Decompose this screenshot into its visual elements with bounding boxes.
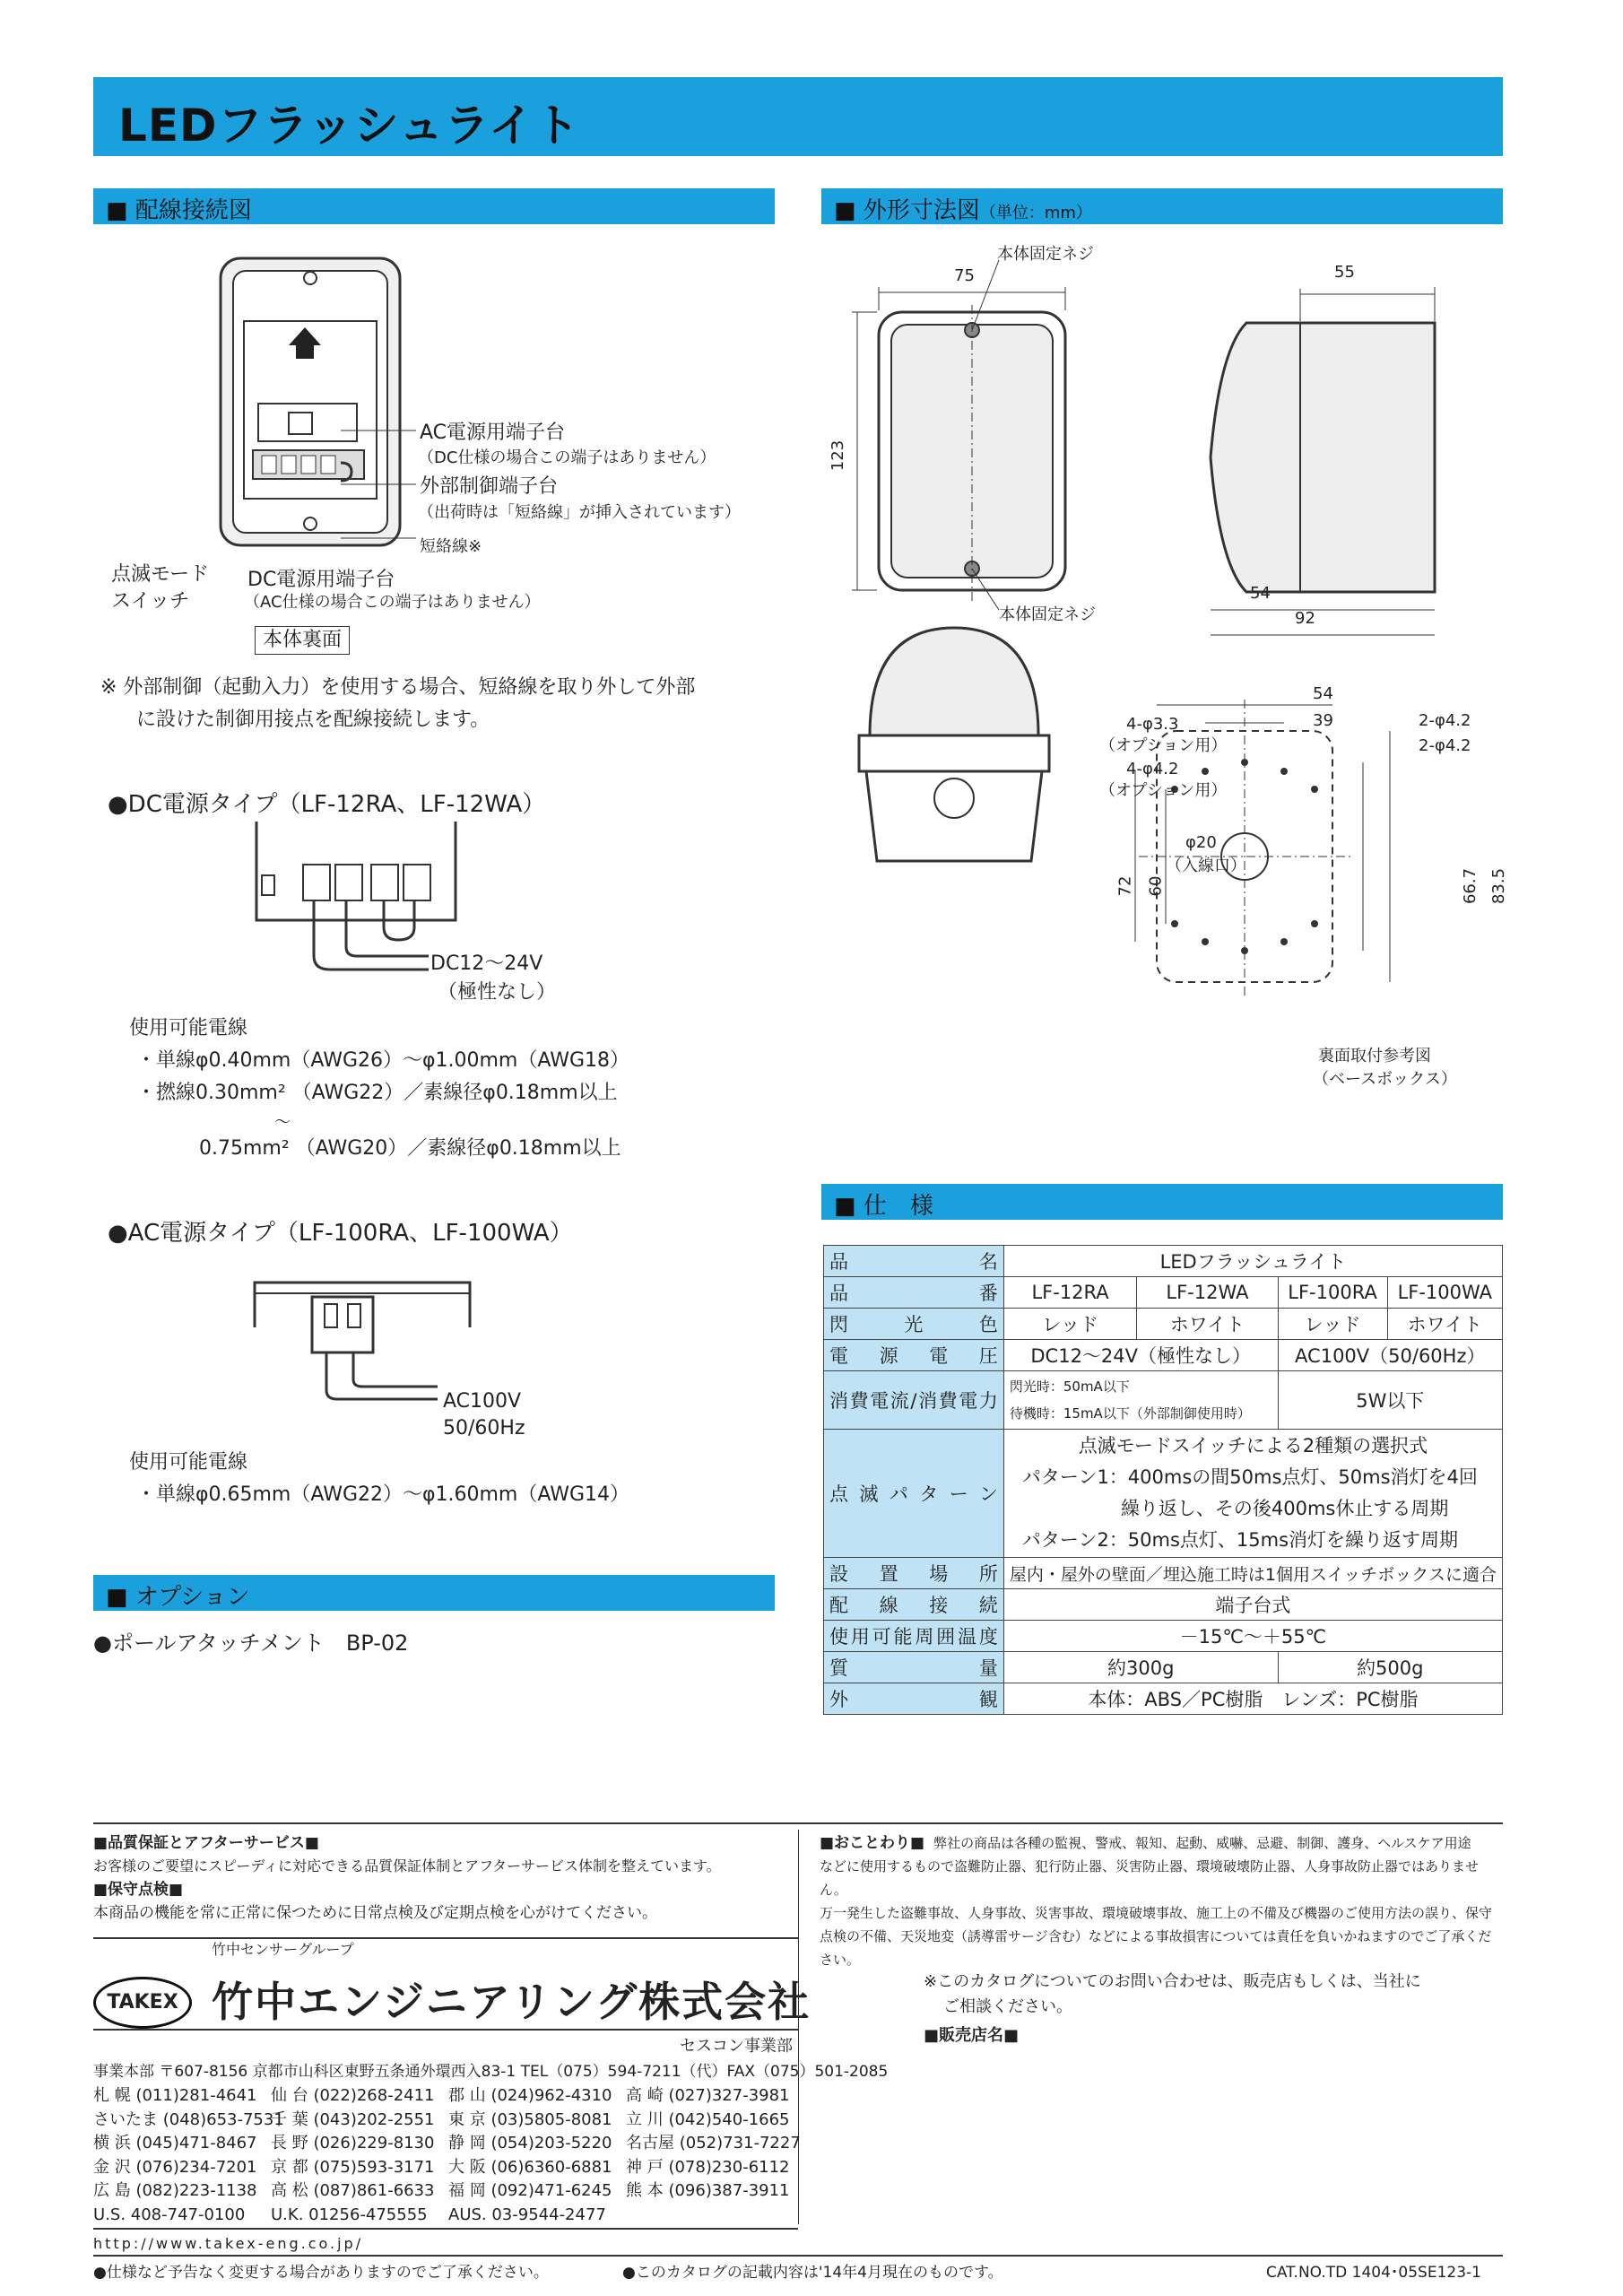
table-row: [824, 1277, 1503, 1309]
office-entry: 静 岡 (054)203-5220: [448, 2134, 612, 2152]
office-entry: U.S. 408-747-0100: [93, 2205, 246, 2224]
quality-title: ■品質保証とアフターサービス■: [93, 1834, 319, 1852]
table-row: [824, 1621, 1503, 1652]
footer-divider: [93, 1822, 1503, 1824]
wiring-note-1: ※ 外部制御（起動入力）を使用する場合、短絡線を取り外して外部: [100, 676, 696, 699]
wiring-note-2: に設けた制御用接点を配線接続します。: [136, 709, 490, 731]
spec-value-name: LEDフラッシュライト: [1003, 1246, 1502, 1277]
quality-text: お客様のご要望にスピーディに対応できる品質保証体制とアフターサービス体制を整えています。: [93, 1857, 721, 1874]
hole-42b-label: 2-φ4.2: [1419, 711, 1471, 730]
dc-polarity: （極性なし）: [438, 981, 557, 1004]
office-entry: AUS. 03-9544-2477: [448, 2205, 606, 2224]
spec-model-2: LF-12WA: [1137, 1277, 1278, 1309]
spec-value-look: 本体：ABS／PC樹脂 レンズ：PC樹脂: [1003, 1683, 1502, 1715]
table-row: [824, 1246, 1503, 1277]
section-option-title: ■ オプション: [106, 1578, 250, 1612]
office-row: [93, 2109, 801, 2133]
office-entry: 郡 山 (024)962-4310: [448, 2086, 612, 2105]
dim-55: 55: [1334, 263, 1355, 282]
notice-line-3: 万一発生した盗難事故、人身事故、災害事故、環境破壊事故、施工上の不備及び機器のご使用方法の誤り、保守: [820, 1905, 1493, 1921]
spec-mass-dc: 約300g: [1003, 1652, 1278, 1683]
office-entry: 千 葉 (043)202-2551: [271, 2109, 435, 2129]
ac-freq: 50/60Hz: [443, 1417, 525, 1439]
spec-value-temp: －15℃～＋55℃: [1003, 1621, 1502, 1652]
table-row: [824, 1340, 1503, 1371]
notice-line-1: 弊社の商品は各種の監視、警戒、報知、起動、威嚇、忌避、制御、護身、ヘルスケア用途: [933, 1835, 1471, 1851]
bottom-note-1: ●仕様など予告なく変更する場合がありますのでご了承ください。: [93, 2264, 549, 2282]
ac-wire-1: ・単線φ0.65mm（AWG22）～φ1.60mm（AWG14）: [136, 1483, 630, 1506]
spec-label-pattern: 点滅パターン: [824, 1430, 1004, 1558]
table-row: [824, 1558, 1503, 1589]
spec-voltage-ac: AC100V（50/60Hz）: [1278, 1340, 1502, 1371]
hole-42-label: 4-φ4.2: [1126, 760, 1179, 778]
spec-model-4: LF-100WA: [1387, 1277, 1502, 1309]
spec-pattern-3: 繰り返し、その後400ms休止する周期: [1120, 1498, 1449, 1519]
spec-label-voltage: 電源電圧: [824, 1340, 1004, 1371]
office-entry: 神 戸 (078)230-6112: [626, 2157, 790, 2177]
spec-pattern-2: パターン1：400msの間50ms点灯、50ms消灯を4回: [1021, 1466, 1478, 1488]
option-item: ●ポールアタッチメント BP-02: [93, 1631, 409, 1656]
blink-switch-label-1: 点滅モード: [111, 563, 210, 586]
office-row: [93, 2179, 801, 2204]
dim-54-base: 54: [1313, 684, 1333, 703]
blink-switch-label-2: スイッチ: [111, 590, 190, 613]
office-row: [93, 2132, 801, 2156]
spec-label-wiring: 配線接続: [824, 1589, 1004, 1621]
spec-label-color: 閃光色: [824, 1309, 1004, 1340]
company-url[interactable]: http://www.takex-eng.co.jp/: [93, 2235, 364, 2252]
office-list: [93, 2084, 801, 2227]
ac-wire-title: 使用可能電線: [129, 1451, 248, 1474]
spec-current-dc-2: 待機時：15mA以下（外部制御使用時）: [1009, 1405, 1251, 1422]
office-entry: 東 京 (03)5805-8081: [448, 2109, 612, 2129]
company-underline: [93, 2029, 798, 2031]
notice-block: [820, 1831, 1503, 1971]
spec-pattern-1: 点滅モードスイッチによる2種類の選択式: [1078, 1435, 1428, 1457]
hole-42-note: （オプション用）: [1099, 781, 1228, 800]
short-wire-label: 短絡線※: [420, 537, 482, 556]
spec-model-3: LF-100RA: [1278, 1277, 1387, 1309]
notice-line-2: などに使用するもので盗難防止器、犯行防止器、災害防止器、環境破壊防止器、人身事故防止器ではありません。: [820, 1858, 1480, 1898]
office-entry: 広 島 (082)223-1138: [93, 2181, 257, 2200]
office-row: [93, 2204, 801, 2228]
spec-voltage-dc: DC12～24V（極性なし）: [1003, 1340, 1278, 1371]
spec-color-3: レッド: [1278, 1309, 1387, 1340]
section-spec: [821, 1184, 1503, 1220]
notice-title: ■おことわり■: [820, 1834, 925, 1852]
spec-value-place: 屋内・屋外の壁面／埋込施工時は1個用スイッチボックスに適合: [1003, 1558, 1502, 1589]
dim-54-side: 54: [1250, 584, 1271, 603]
spec-model-1: LF-12RA: [1003, 1277, 1136, 1309]
spec-color-4: ホワイト: [1387, 1309, 1502, 1340]
dim-83-5: 83.5: [1489, 867, 1509, 905]
office-entry: 福 岡 (092)471-6245: [448, 2181, 612, 2200]
back-label: 本体裏面: [255, 626, 350, 655]
base-ref-label-2: （ベースボックス）: [1313, 1070, 1457, 1089]
dc-wire-2: ・撚線0.30mm² （AWG22）／素線径φ0.18mm以上: [136, 1082, 618, 1104]
office-entry: 立 川 (042)540-1665: [626, 2109, 790, 2129]
screw-top-label: 本体固定ネジ: [997, 245, 1094, 264]
office-entry: 長 野 (026)229-8130: [271, 2134, 435, 2152]
table-row: [824, 1371, 1503, 1430]
office-entry: 金 沢 (076)234-7201: [93, 2157, 257, 2177]
section-wiring-title: ■ 配線接続図: [106, 192, 252, 225]
spec-mass-ac: 約500g: [1278, 1652, 1502, 1683]
dimension-drawings: [816, 233, 1506, 1130]
office-entry: 仙 台 (022)268-2411: [271, 2086, 435, 2105]
inquiry-line-2: ご相談ください。: [943, 1997, 1072, 2016]
base-ref-label-1: 裏面取付参考図: [1318, 1047, 1431, 1065]
office-row: [93, 2156, 801, 2180]
spec-label-look: 外観: [824, 1683, 1004, 1715]
table-row: [824, 1309, 1503, 1340]
office-entry: 高 松 (087)861-6633: [271, 2181, 435, 2200]
dc-terminal-label: DC電源用端子台: [247, 569, 395, 591]
office-entry: さいたま (048)653-7531: [93, 2109, 284, 2129]
dc-wire-title: 使用可能電線: [129, 1017, 248, 1039]
dc-wire-1: ・単線φ0.40mm（AWG26）～φ1.00mm（AWG18）: [136, 1049, 630, 1072]
inquiry-line-1: ※このカタログについてのお問い合わせは、販売店もしくは、当社に: [924, 1972, 1421, 1991]
maint-text: 本商品の機能を常に正常に保つために日常点検及び定期点検を心がけてください。: [93, 1904, 657, 1922]
spec-label-place: 設置場所: [824, 1558, 1004, 1589]
spec-value-wiring: 端子台式: [1003, 1589, 1502, 1621]
dc-type-heading: ●DC電源タイプ（LF-12RA、LF-12WA）: [108, 791, 546, 818]
office-entry: 熊 本 (096)387-3911: [626, 2181, 790, 2200]
office-entry: 横 浜 (045)471-8467: [93, 2134, 257, 2152]
company-divider: [93, 1937, 798, 1939]
section-wiring: [93, 188, 775, 224]
office-entry: 大 阪 (06)6360-6881: [448, 2157, 612, 2177]
dim-92: 92: [1295, 609, 1315, 628]
division-name: セスコン事業部: [680, 2037, 793, 2056]
ext-terminal-note: （出荷時は「短絡線」が挿入されています）: [418, 503, 741, 522]
bottom-divider: [93, 2255, 1503, 2257]
hole-33-label: 4-φ3.3: [1126, 715, 1179, 734]
ac-terminal-note: （DC仕様の場合この端子はありません）: [418, 448, 716, 467]
dim-60: 60: [1146, 875, 1166, 897]
ac-voltage: AC100V: [443, 1390, 522, 1413]
office-entry: 京 都 (075)593-3171: [271, 2157, 435, 2177]
spec-pattern: [1003, 1430, 1502, 1558]
spec-label-model: 品番: [824, 1277, 1004, 1309]
hole-33-note: （オプション用）: [1099, 736, 1228, 755]
spec-label-mass: 質量: [824, 1652, 1004, 1683]
spec-label-name: 品名: [824, 1246, 1004, 1277]
table-row: [824, 1589, 1503, 1621]
dim-75: 75: [954, 266, 975, 285]
spec-table: [823, 1245, 1503, 1715]
dim-66-7: 66.7: [1461, 867, 1480, 905]
spec-pattern-4: パターン2：50ms点灯、15ms消灯を繰り返す周期: [1021, 1529, 1459, 1551]
spec-current-ac: 5W以下: [1278, 1371, 1502, 1430]
table-row: [824, 1430, 1503, 1558]
spec-label-current: 消費電流/消費電力: [824, 1371, 1004, 1430]
hole-42c-label: 2-φ4.2: [1419, 736, 1471, 755]
company-name: 竹中エンジニアリング株式会社: [212, 1978, 812, 2026]
quality-block: [93, 1831, 793, 1925]
office-entry: 高 崎 (027)327-3981: [626, 2086, 790, 2105]
spec-color-2: ホワイト: [1137, 1309, 1278, 1340]
ac-terminal-label: AC電源用端子台: [420, 422, 566, 444]
screw-bottom-label: 本体固定ネジ: [999, 605, 1096, 624]
spec-color-1: レッド: [1003, 1309, 1136, 1340]
table-row: [824, 1652, 1503, 1683]
dc-wire-3: 0.75mm² （AWG20）／素線径φ0.18mm以上: [199, 1137, 621, 1160]
section-spec-title: ■ 仕 様: [834, 1187, 933, 1221]
dc-voltage: DC12～24V: [430, 952, 543, 975]
office-entry: 札 幌 (011)281-4641: [93, 2086, 257, 2105]
dc-terminal-note: （AC仕様の場合この端子はありません）: [244, 593, 541, 612]
ac-type-heading: ●AC電源タイプ（LF-100RA、LF-100WA）: [108, 1220, 573, 1247]
inlet-label: （入線口）: [1166, 857, 1246, 875]
url-divider: [93, 2228, 798, 2230]
page-title: LEDフラッシュライト: [118, 100, 581, 152]
office-row: [93, 2084, 801, 2109]
title-bar: [93, 77, 1503, 156]
office-entry: 名古屋 (052)731-7227: [626, 2134, 801, 2152]
dc-wire-tilde: 〜: [274, 1113, 291, 1132]
section-option: [93, 1575, 775, 1611]
dim-39: 39: [1313, 711, 1333, 730]
takex-logo: TAKEX: [93, 1977, 192, 2029]
spec-current-dc: [1003, 1371, 1278, 1430]
dim-123: 123: [829, 439, 848, 472]
office-entry: U.K. 01256-475555: [271, 2205, 428, 2224]
table-row: [824, 1683, 1503, 1715]
spec-current-dc-1: 閃光時：50mA以下: [1009, 1378, 1130, 1395]
section-dimensions: [821, 188, 1503, 224]
bottom-note-2: ●このカタログの記載内容は'14年4月現在のものです。: [622, 2264, 1003, 2282]
group-name: 竹中センサーグループ: [212, 1941, 354, 1958]
hq-address: 事業本部 〒607-8156 京都市山科区東野五条通外環西入83-1 TEL（075）594-7211（代）FAX（075）501-2085: [93, 2063, 889, 2081]
notice-line-4: 点検の不備、天災地変（誘導雷サージ含む）などによる事故損害については責任を負いかねますのでご了承ください。: [820, 1928, 1492, 1968]
maint-title: ■保守点検■: [93, 1881, 184, 1899]
section-dimensions-title: ■ 外形寸法図（単位：mm）: [834, 192, 1092, 225]
ext-terminal-label: 外部制御端子台: [420, 475, 559, 498]
dealer-label: ■販売店名■: [924, 2026, 1020, 2045]
spec-label-temp: 使用可能周囲温度: [824, 1621, 1004, 1652]
phi20-label: φ20: [1185, 833, 1217, 852]
catalog-number: CAT.NO.TD 1404･05SE123-1: [1266, 2264, 1481, 2282]
dim-72: 72: [1115, 875, 1135, 897]
